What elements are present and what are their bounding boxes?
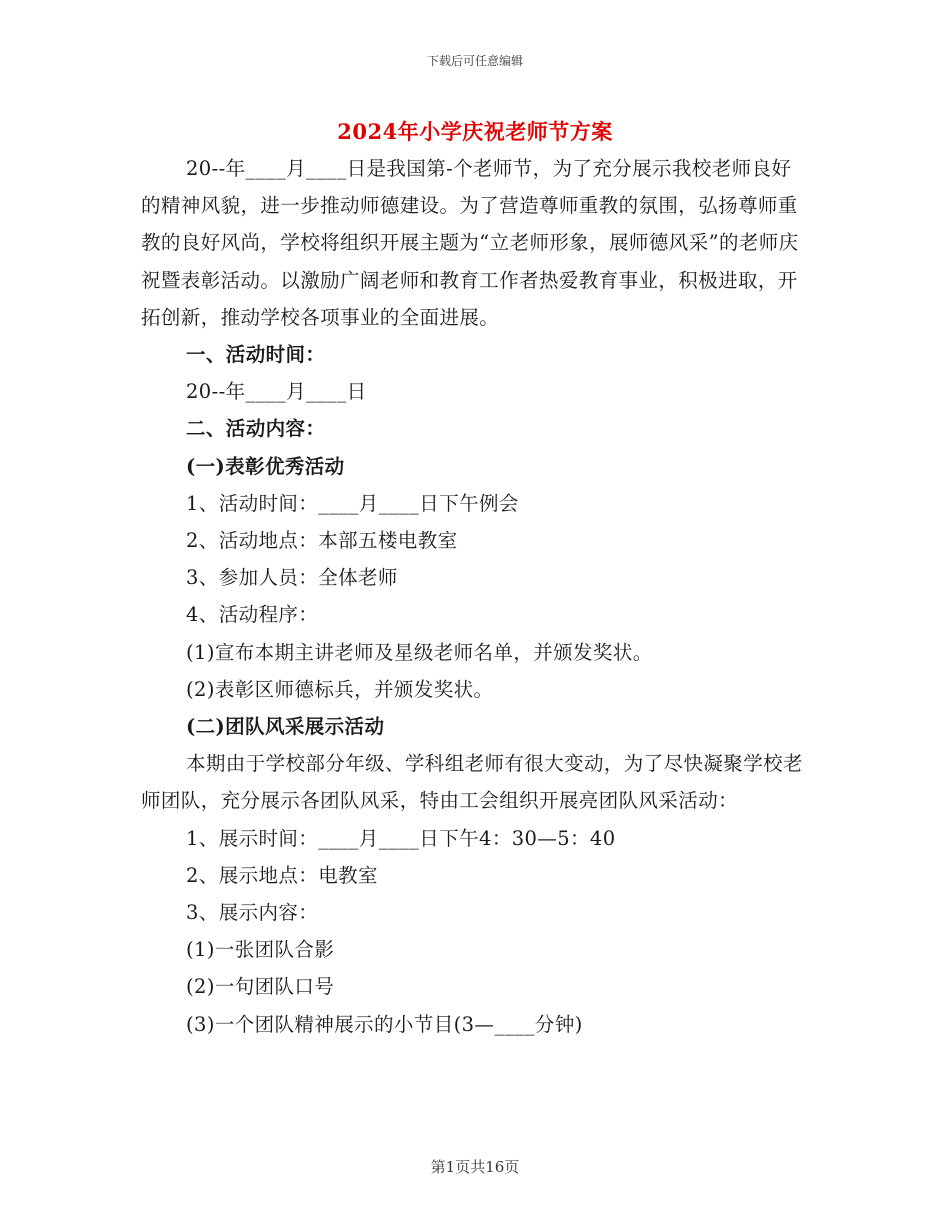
part2-intro: 本期由于学校部分年级、学科组老师有很大变动，为了尽快凝聚学校老师团队，充分展示各团队风采，特由工会组织开展亮团队风采活动： (141, 752, 803, 813)
section1-date: 20--年____月____日 (186, 380, 367, 404)
part1-item: (1)宣布本期主讲老师及星级老师名单，并颁发奖状。 (186, 640, 653, 664)
part2-item: 3、展示内容： (186, 901, 319, 925)
part1-item: 4、活动程序： (186, 603, 319, 627)
document-body (141, 150, 811, 1043)
header-note: 下载后可任意编辑 (426, 54, 523, 68)
part1-item: 1、活动时间：____月____日下午例会 (186, 491, 519, 515)
part1-item: 3、参加人员：全体老师 (186, 566, 398, 590)
part2-heading: (二)团队风采展示活动 (186, 715, 385, 739)
part1-item: (2)表彰区师德标兵，并颁发奖状。 (186, 677, 494, 701)
part2-item: (3)一个团队精神展示的小节目(3—____分钟) (186, 1012, 583, 1036)
part2-item: (2)一句团队口号 (186, 975, 335, 999)
section2-heading: 二、活动内容： (186, 417, 326, 441)
intro-paragraph: 20--年____月____日是我国第-个老师节，为了充分展示我校老师良好的精神风貌，进一步推动师德建设。为了营造尊师重教的氛围，弘扬尊师重教的良好风尚，学校将组织开展主题为“立老师形象，展师德风采”的老师庆祝暨表彰活动。以激励广阔老师和教育工作者热爱教育事业，积极进取，开拓创新，推动学校各项事业的全面进展。 (141, 157, 799, 329)
document-title: 2024年小学庆祝老师节方案 (337, 119, 613, 144)
section1-heading: 一、活动时间： (186, 343, 326, 367)
part2-item: (1)一张团队合影 (186, 938, 335, 962)
part1-item: 2、活动地点：本部五楼电教室 (186, 529, 458, 553)
part2-item: 1、展示时间：____月____日下午4：30—5：40 (186, 826, 616, 850)
page-footer: 第1页共16页 (430, 1158, 520, 1176)
part1-heading: (一)表彰优秀活动 (186, 454, 345, 478)
part2-item: 2、展示地点：电教室 (186, 863, 378, 887)
